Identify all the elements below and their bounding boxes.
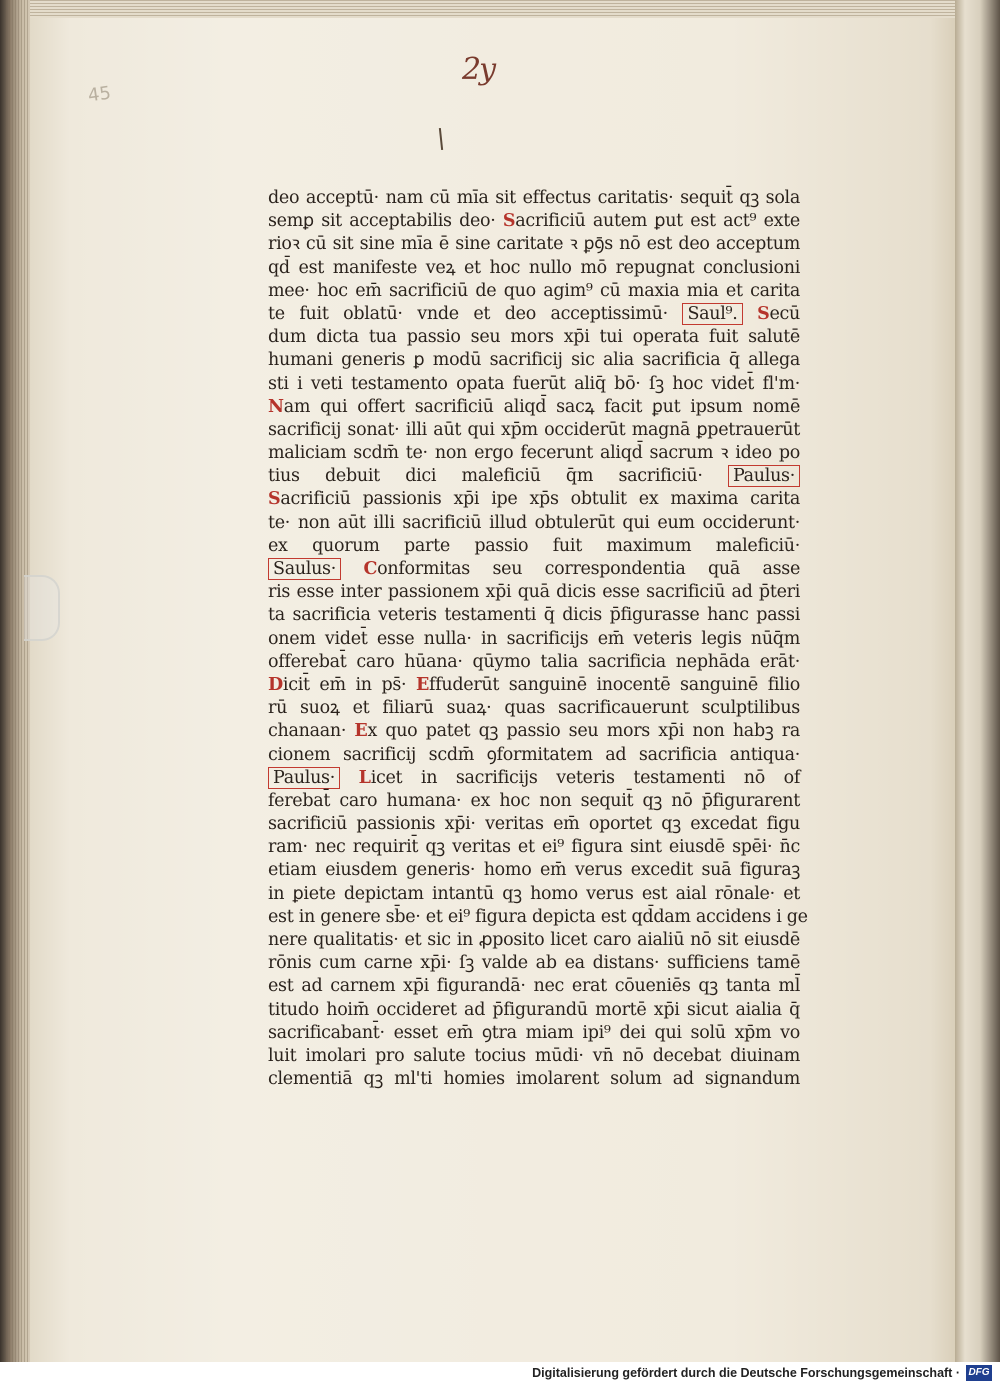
text-run: ex quorum parte passio fuit maximum maleficiū·: [268, 535, 800, 556]
rubricated-initial: E: [416, 674, 430, 695]
text-run: est in genere sb̄e· et ei⁹ figura depicta est qd̄dam accidens i ge: [268, 906, 808, 927]
text-run: ferebat̄ caro humana· ex hoc non sequit̄ qꝫ nō p̄figurarent: [268, 790, 800, 811]
text-line: [268, 280, 800, 303]
speaker-label: Paulus·: [728, 465, 800, 487]
text-run: semꝑ sit acceptabilis deo·: [268, 211, 503, 232]
text-line: [268, 628, 800, 651]
text-run: [341, 559, 364, 579]
text-run: onem videt̄ esse nulla· in sacrificijs em̄ veteris legis nūq̄m: [268, 628, 800, 649]
text-run: ris esse inter passionem xp̄i quā dicis esse sacrificiū ad p̄teri: [268, 582, 800, 603]
text-line: [268, 488, 800, 511]
text-run: sacrificij sonat· illi aūt qui xp̄m occiderūt magnā ꝑpetrauerūt: [268, 419, 800, 440]
text-line: [268, 233, 800, 256]
text-line: [268, 210, 800, 233]
footer-credit: Digitalisierung gefördert durch die Deutsche Forschungsgemeinschaft ·: [532, 1366, 960, 1380]
text-line: [268, 1045, 800, 1068]
text-run: x quo patet qꝫ passio seu mors xp̄i non habꝫ ra: [367, 721, 800, 742]
speaker-label: Saulus·: [268, 558, 341, 580]
speaker-label: Paulus·: [268, 767, 340, 789]
text-line: [268, 187, 800, 210]
text-run: luit imolari pro salute tocius mūdi· vn̄ nō decebat diuinam: [268, 1045, 800, 1066]
rubricated-initial: N: [268, 396, 284, 417]
text-line: [268, 859, 800, 882]
rubricated-initial: E: [354, 721, 368, 742]
text-line: [268, 952, 800, 975]
text-column: [268, 187, 808, 1091]
text-line: [268, 396, 800, 419]
text-line: [268, 373, 800, 396]
text-line: [268, 581, 800, 604]
text-run: humani generis ꝑ modū sacrificij sic alia sacrificia q̄ allega: [268, 350, 800, 371]
text-run: ta sacrificia veteris testamenti q̄ dicis p̄figurasse hanc passi: [268, 605, 800, 626]
rubricated-initial: S: [502, 211, 516, 232]
text-line: [268, 604, 800, 627]
text-line: [268, 419, 800, 442]
text-run: sacrificabant̄· esset em̄ ꝯtra miam ipi⁹ dei qui solū xp̄m vo: [268, 1022, 800, 1043]
pencil-mark: 45: [86, 82, 113, 107]
page-stack-edge: [6, 0, 32, 1362]
dfg-logo-icon: DFG: [966, 1365, 992, 1381]
text-line: [268, 465, 800, 488]
text-line: [268, 906, 808, 929]
text-run: rōnis cum carne xp̄i· ſꝫ valde ab ea distans· sufficiens tamē: [268, 953, 800, 974]
text-line: [268, 326, 800, 349]
text-line: [268, 836, 800, 859]
right-page-edge: [955, 0, 1000, 1362]
text-line: [268, 558, 800, 581]
text-run: est ad carnem xp̄i figurandā· nec erat cōueniēs qꝫ tanta ml̄: [268, 976, 800, 997]
text-run: offerebat̄ caro hūana· qūymo talia sacrificia nephāda erāt·: [268, 651, 800, 672]
text-run: maliciam scdm̄ te· non ergo fecerunt aliqd̄ sacrum ꝛ ideo po: [268, 443, 800, 464]
text-line: [268, 929, 800, 952]
text-run: deo acceptū· nam cū mīa sit effectus caritatis· sequit̄ qꝫ sola: [268, 188, 800, 208]
speaker-label: Saul⁹.: [682, 303, 742, 325]
text-line: [268, 651, 800, 674]
rubricated-initial: S: [757, 303, 770, 324]
footer-bar: [0, 1362, 1000, 1385]
top-page-edges: [30, 0, 965, 18]
text-line: [268, 790, 800, 813]
text-run: icet in sacrificijs veteris testamenti nō of: [370, 767, 800, 788]
rubricated-initial: L: [358, 767, 371, 788]
rubricated-initial: C: [363, 559, 378, 579]
text-run: ecū: [769, 303, 800, 324]
text-line: [268, 767, 800, 790]
text-run: mee· hoc em̄ sacrificiū de quo agim⁹ cū maxia mia et carita: [268, 280, 800, 301]
text-run: icit̄ em̄ in ps̄·: [282, 674, 416, 695]
text-line: [268, 535, 800, 558]
text-run: cionem sacrificij scdm̄ ꝯformitatem ad sacrificia antiqua·: [268, 744, 800, 765]
text-run: ram· nec requirit̄ qꝫ veritas et ei⁹ figura sint eiusdē spēi· n̄c: [268, 837, 800, 858]
text-run: titudo hoim̄ occideret ad p̄figurandū mortē xp̄i sicut aialia q̄: [268, 999, 800, 1020]
text-line: [268, 883, 800, 906]
text-run: dum dicta tua passio seu mors xp̄i tui operata fuit salutē: [268, 327, 800, 348]
text-line: [268, 512, 800, 535]
text-run: clementiā qꝫ ml'ti homies imolarent solum ad signandum: [268, 1069, 800, 1090]
text-run: [340, 768, 359, 788]
text-run: rioꝛ cū sit sine mīa ē sine caritate ꝛ ꝑꝯ̄s nō est deo acceptum: [268, 234, 800, 255]
text-line: [268, 1022, 800, 1045]
text-line: [268, 999, 800, 1022]
text-line: [268, 813, 800, 836]
text-run: [743, 304, 758, 324]
text-run: acrificiū autem ꝑut est act⁹ exte: [515, 211, 800, 232]
text-line: [268, 1068, 800, 1091]
rubricated-initial: S: [268, 489, 281, 510]
text-run: nere qualitatis· et sic in ꝓposito licet caro aialiū nō sit eiusdē: [268, 930, 800, 950]
text-line: [268, 674, 800, 697]
text-line: [268, 697, 800, 720]
text-line: [268, 349, 800, 372]
text-line: [268, 257, 800, 280]
text-run: am qui offert sacrificiū aliqd̄ sacꝝ facit ꝑut ipsum nomē: [283, 396, 800, 417]
text-line: [268, 442, 800, 465]
text-run: te· non aūt illi sacrificiū illud obtulerūt qui eum occiderunt·: [268, 512, 800, 533]
text-run: chanaan·: [268, 721, 355, 742]
text-run: sacrificiū passionis xp̄i· veritas em̄ oportet qꝫ excedat figu: [268, 814, 800, 835]
folio-number: 2y: [462, 52, 495, 87]
text-run: etiam eiusdem generis· homo em̄ verus excedit suā figuraꝫ: [268, 860, 800, 881]
text-line: [268, 720, 800, 743]
text-line: [268, 303, 800, 326]
text-line: [268, 975, 800, 998]
text-run: rū suoꝝ et filiarū suaꝝ· quas sacrificauerunt sculptilibus: [268, 698, 800, 719]
text-line: [268, 744, 800, 767]
text-run: onformitas seu correspondentia quā asse: [377, 559, 801, 579]
page-clip: [24, 575, 60, 641]
text-run: ffuderūt sanguinē inocentē sanguinē filio: [429, 674, 800, 695]
text-run: te fuit oblatū· vnde et deo acceptissimū·: [268, 303, 683, 324]
text-run: tius debuit dici maleficiū q̄m sacrificiū·: [268, 466, 728, 487]
text-run: qd̄ est manifeste veꝝ et hoc nullo mō repugnat conclusioni: [268, 257, 800, 278]
text-run: acrificiū passionis xp̄i ipe xp̄s obtulit ex maxima carita: [280, 489, 800, 510]
text-run: sti i veti testamento opata fuerūt aliq̄ bō· ſꝫ hoc videt̄ fl'm·: [268, 373, 800, 394]
text-run: in ꝑiete depictam intantū qꝫ homo verus est aial rōnale· et: [268, 883, 800, 904]
rubricated-initial: D: [268, 674, 283, 695]
